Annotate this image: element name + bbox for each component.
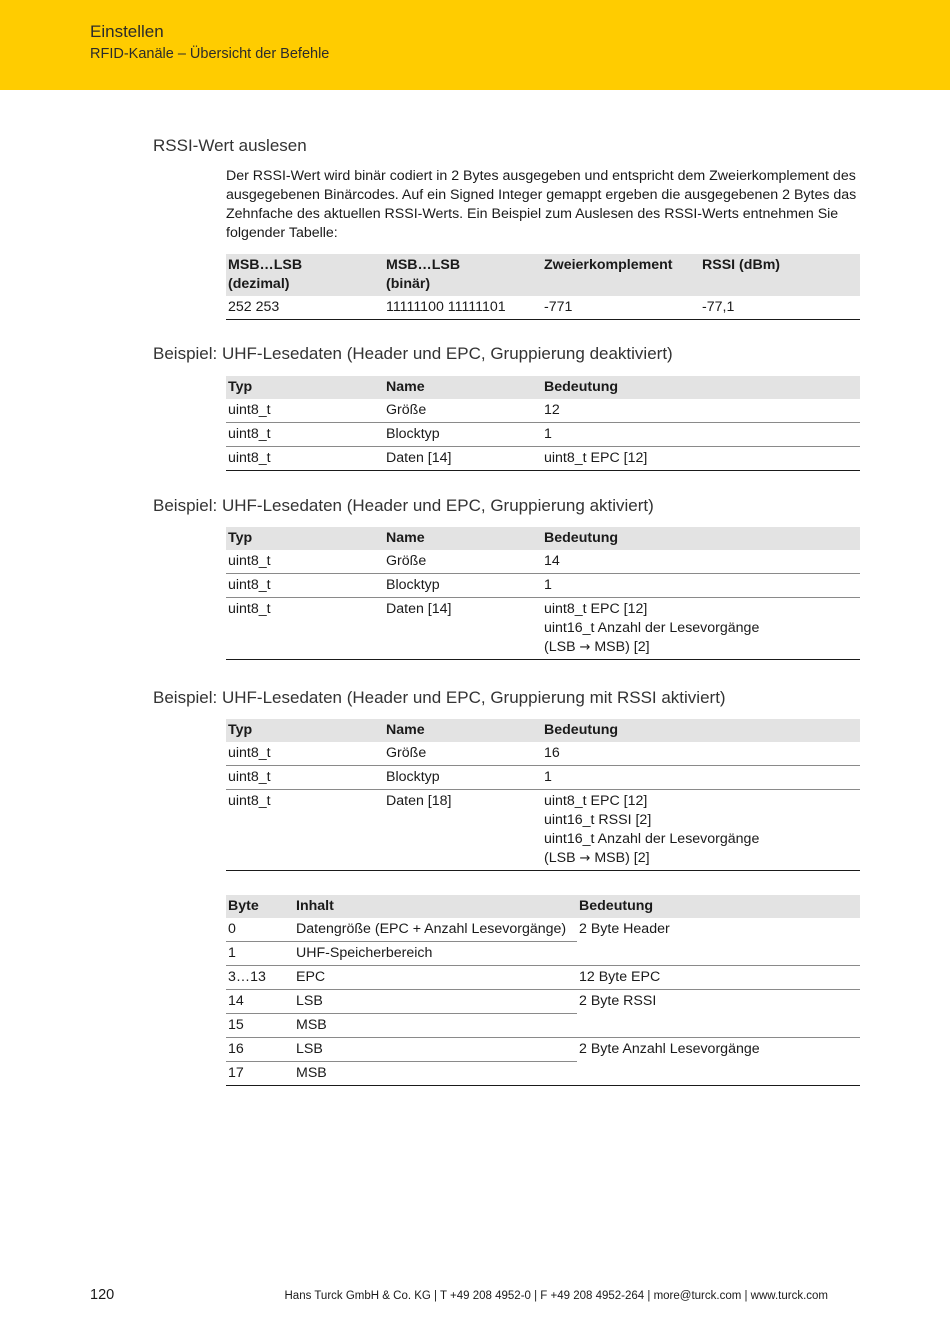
table-cell: Datengröße (EPC + Anzahl Lesevorgänge)	[294, 918, 577, 942]
meaning-line: uint16_t Anzahl der Lesevorgänge	[544, 831, 760, 847]
table-cell: uint8_t	[226, 574, 384, 598]
column-header: Name	[384, 376, 542, 399]
table-row	[226, 1014, 860, 1038]
column-header: Inhalt	[294, 895, 577, 918]
footer-contact: Hans Turck GmbH & Co. KG | T +49 208 4952-0 | F +49 208 4952-264 | more@turck.com | www.turck.com	[284, 1290, 828, 1302]
meaning-line: (LSB	[544, 639, 576, 655]
table-cell: Größe	[384, 550, 542, 574]
table-cell: -771	[542, 296, 700, 320]
table-cell: 0	[226, 918, 294, 942]
table-cell: Größe	[384, 742, 542, 766]
table-header-row	[226, 895, 860, 918]
table-cell: 16	[226, 1038, 294, 1062]
table-row	[226, 1062, 860, 1086]
table-cell: uint8_t	[226, 598, 384, 660]
table-row	[226, 790, 860, 871]
table-cell: Blocktyp	[384, 574, 542, 598]
table-cell: 3…13	[226, 966, 294, 990]
table-cell: Größe	[384, 399, 542, 423]
meaning-line: MSB) [2]	[594, 639, 650, 655]
table-cell: 1	[226, 942, 294, 966]
example2-table	[226, 527, 860, 660]
table-header-row	[226, 527, 860, 550]
meaning-line: (LSB	[544, 850, 576, 866]
table-cell	[577, 1062, 860, 1086]
example3-table	[226, 719, 860, 871]
table-cell: MSB	[294, 1062, 577, 1086]
chapter-subtitle: RFID-Kanäle – Übersicht der Befehle	[90, 46, 330, 62]
table-cell: 14	[542, 550, 860, 574]
column-header: Byte	[226, 895, 294, 918]
table-cell: MSB	[294, 1014, 577, 1038]
meaning-line: uint16_t Anzahl der Lesevorgänge	[544, 620, 760, 636]
column-header: Typ	[226, 376, 384, 399]
table-cell: 2 Byte Anzahl Lesevorgänge	[579, 1041, 760, 1057]
table-cell: uint8_t	[226, 550, 384, 574]
table-cell: Blocktyp	[384, 766, 542, 790]
table-cell: LSB	[294, 990, 577, 1014]
arrow-right-icon: →	[579, 851, 591, 866]
table-cell: EPC	[294, 966, 577, 990]
table-cell: uint8_t	[226, 447, 384, 471]
table-cell: uint8_t	[226, 742, 384, 766]
table-row	[226, 766, 860, 790]
example2-heading: Beispiel: UHF-Lesedaten (Header und EPC, Gruppierung aktiviert)	[153, 496, 654, 515]
column-header: MSB…LSB (binär)	[384, 254, 542, 296]
rssi-heading: RSSI-Wert auslesen	[153, 136, 307, 155]
table-header-row	[226, 719, 860, 742]
table-row	[226, 918, 860, 942]
table-cell: -77,1	[700, 296, 860, 320]
example3-heading: Beispiel: UHF-Lesedaten (Header und EPC, Gruppierung mit RSSI aktiviert)	[153, 688, 726, 707]
table-cell	[577, 942, 860, 966]
table-cell: 14	[226, 990, 294, 1014]
meaning-line: uint16_t RSSI [2]	[544, 812, 652, 828]
meaning-line: MSB) [2]	[594, 850, 650, 866]
table-cell: uint8_t	[226, 790, 384, 871]
table-row	[226, 550, 860, 574]
table-cell: 12 Byte EPC	[577, 966, 860, 990]
table-row	[226, 296, 860, 320]
column-header: Bedeutung	[577, 895, 860, 918]
table-row	[226, 423, 860, 447]
byte-layout-table	[226, 895, 860, 1086]
table-cell: uint8_t EPC [12]	[542, 447, 860, 471]
table-cell: UHF-Speicherbereich	[294, 942, 577, 966]
table-cell: 252 253	[226, 296, 384, 320]
table-cell: Daten [14]	[384, 598, 542, 660]
column-header: Bedeutung	[542, 527, 860, 550]
table-cell: 2 Byte Header	[579, 921, 670, 937]
page-number: 120	[90, 1287, 115, 1303]
table-cell: uint8_t	[226, 399, 384, 423]
column-header: MSB…LSB (dezimal)	[226, 254, 384, 296]
chapter-title: Einstellen	[90, 22, 164, 41]
column-header: RSSI (dBm)	[700, 254, 860, 296]
column-header: Name	[384, 719, 542, 742]
rssi-table	[226, 254, 860, 320]
table-cell	[542, 790, 860, 871]
table-row	[226, 574, 860, 598]
table-row	[226, 1038, 860, 1062]
table-cell: uint8_t	[226, 423, 384, 447]
column-header: Bedeutung	[542, 719, 860, 742]
table-cell: 2 Byte RSSI	[579, 993, 657, 1009]
table-row	[226, 598, 860, 660]
table-cell: uint8_t	[226, 766, 384, 790]
table-cell: Blocktyp	[384, 423, 542, 447]
table-cell: 1	[542, 574, 860, 598]
table-cell: Daten [18]	[384, 790, 542, 871]
table-cell: 17	[226, 1062, 294, 1086]
example1-heading: Beispiel: UHF-Lesedaten (Header und EPC, Gruppierung deaktiviert)	[153, 344, 673, 363]
table-cell: 1	[542, 766, 860, 790]
table-cell: 12	[542, 399, 860, 423]
table-row	[226, 990, 860, 1014]
table-cell	[542, 598, 860, 660]
table-row	[226, 942, 860, 966]
column-header: Name	[384, 527, 542, 550]
table-row	[226, 966, 860, 990]
table-cell: 15	[226, 1014, 294, 1038]
table-header-row	[226, 376, 860, 399]
table-cell: 11111100 11111101	[384, 296, 542, 320]
arrow-right-icon: →	[579, 640, 591, 655]
column-header: Zweierkomplement	[542, 254, 700, 296]
table-row	[226, 742, 860, 766]
meaning-line: uint8_t EPC [12]	[544, 793, 648, 809]
header-band	[0, 0, 950, 90]
table-cell: Daten [14]	[384, 447, 542, 471]
column-header: Typ	[226, 527, 384, 550]
meaning-line: uint8_t EPC [12]	[544, 601, 648, 617]
table-row	[226, 399, 860, 423]
table-row	[226, 447, 860, 471]
example1-table	[226, 376, 860, 471]
table-cell: LSB	[294, 1038, 577, 1062]
table-cell: 1	[542, 423, 860, 447]
column-header: Typ	[226, 719, 384, 742]
column-header: Bedeutung	[542, 376, 860, 399]
table-cell	[577, 1014, 860, 1038]
table-cell: 16	[542, 742, 860, 766]
table-header-row	[226, 254, 860, 296]
rssi-intro-text: Der RSSI-Wert wird binär codiert in 2 Bytes ausgegeben und entspricht dem Zweierkomplement des ausgegebenen Binärcodes. Auf ein Signed Integer gemappt ergeben die ausgegebenen 2 Bytes das Zehnfache des aktuellen RSSI-Werts. Ein Beispiel zum Auslesen des RSSI-Werts entnehmen Sie folgender Tabelle:	[226, 168, 857, 241]
